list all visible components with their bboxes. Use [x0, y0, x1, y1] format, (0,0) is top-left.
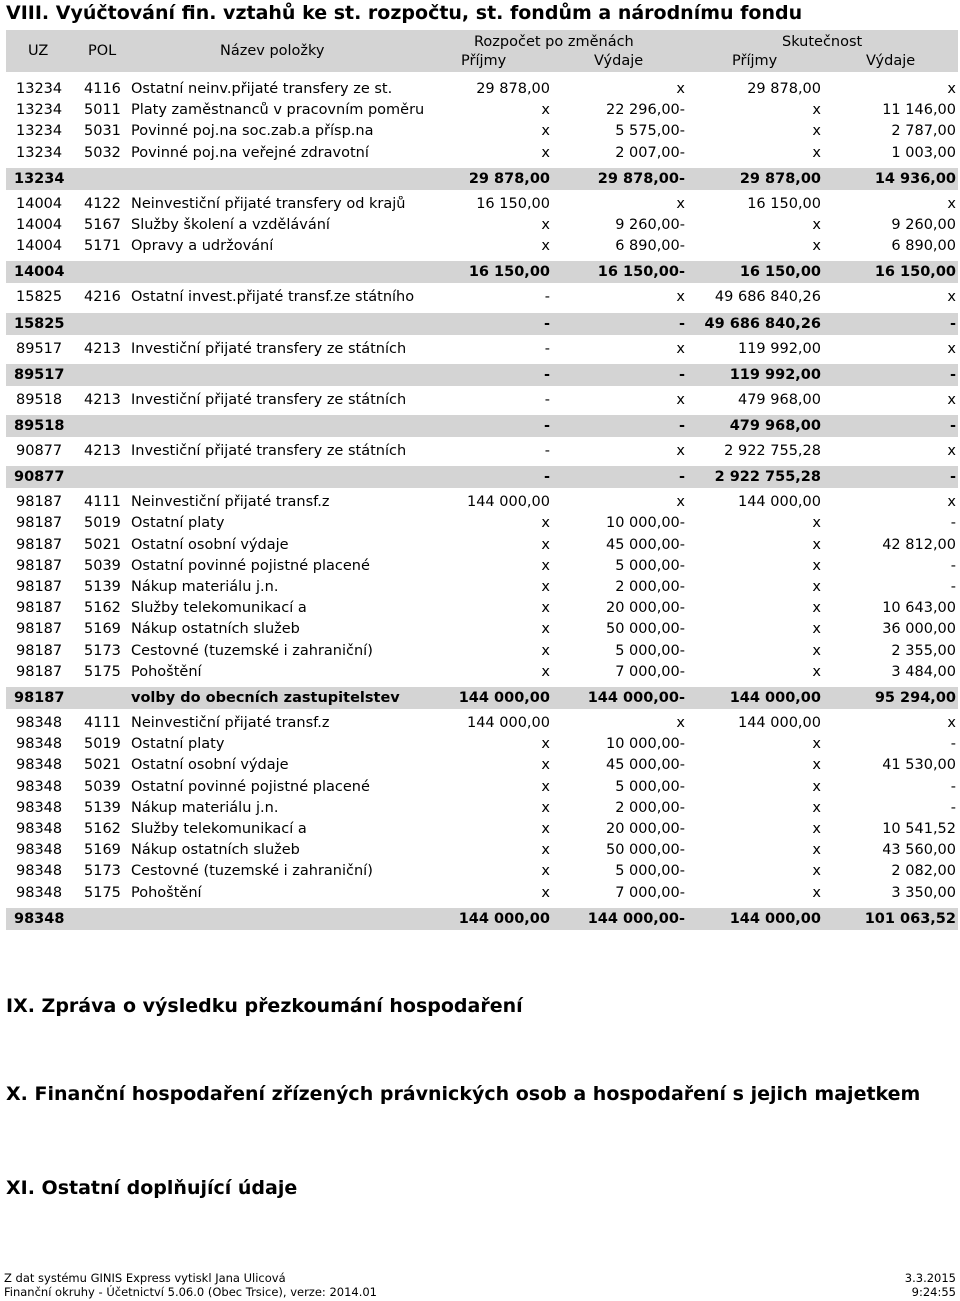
- cell-rozpocet-prijmy: x: [541, 663, 550, 680]
- cell-skutecnost-vydaje: 14 936,00: [874, 170, 956, 187]
- cell-name: Ostatní platy: [131, 736, 225, 753]
- cell-skutecnost-vydaje: -: [950, 579, 956, 595]
- cell-skutecnost-prijmy: x: [812, 621, 821, 638]
- cell-rozpocet-vydaje: 16 150,00-: [597, 264, 685, 281]
- cell-pol: 4213: [84, 391, 121, 408]
- footer-system-version: Finanční okruhy - Účetnictví 5.06.0 (Obec Trsice), verze: 2014.01: [4, 1285, 377, 1299]
- table-row: [6, 121, 958, 143]
- cell-name: Služby telekomunikací a: [131, 600, 307, 617]
- cell-skutecnost-prijmy: 29 878,00: [739, 170, 821, 187]
- cell-rozpocet-vydaje: 10 000,00-: [605, 736, 685, 753]
- cell-uz: 98187: [16, 579, 63, 595]
- header-rozpocet-prijmy: Příjmy: [461, 53, 507, 69]
- cell-rozpocet-prijmy: -: [544, 443, 550, 459]
- cell-pol: 5032: [84, 144, 121, 161]
- cell-rozpocet-vydaje: -: [678, 418, 685, 434]
- cell-uz: 98348: [16, 842, 63, 859]
- cell-name: Pohoštění: [131, 884, 202, 901]
- cell-uz: 13234: [16, 81, 63, 97]
- table-sum-row: [6, 466, 958, 488]
- table-row: [6, 215, 958, 237]
- cell-name: Povinné poj.na veřejné zdravotní: [131, 144, 369, 161]
- cell-name: Pohoštění: [131, 663, 202, 680]
- cell-skutecnost-prijmy: x: [812, 536, 821, 553]
- cell-skutecnost-prijmy: 144 000,00: [737, 494, 821, 511]
- table-row: [6, 492, 958, 514]
- cell-skutecnost-vydaje: -: [950, 736, 956, 753]
- cell-rozpocet-prijmy: x: [541, 217, 550, 233]
- table-row: [6, 143, 958, 165]
- cell-skutecnost-prijmy: 29 878,00: [747, 81, 821, 97]
- cell-rozpocet-vydaje: 5 000,00-: [615, 557, 685, 574]
- cell-rozpocet-vydaje: x: [676, 443, 685, 459]
- cell-rozpocet-vydaje: -: [678, 315, 685, 332]
- cell-skutecnost-vydaje: 36 000,00: [882, 621, 956, 638]
- cell-rozpocet-prijmy: -: [544, 340, 550, 357]
- cell-pol: 5021: [84, 757, 121, 774]
- cell-rozpocet-prijmy: x: [541, 515, 550, 532]
- cell-rozpocet-vydaje: 9 260,00-: [615, 217, 685, 233]
- table-sum-row: [6, 364, 958, 386]
- cell-skutecnost-prijmy: x: [812, 144, 821, 161]
- cell-uz: 98348: [16, 757, 63, 774]
- cell-pol: 5039: [84, 778, 121, 795]
- cell-skutecnost-vydaje: -: [949, 418, 956, 434]
- cell-skutecnost-vydaje: x: [947, 391, 956, 408]
- cell-skutecnost-vydaje: 95 294,00: [874, 690, 956, 706]
- cell-skutecnost-prijmy: x: [812, 663, 821, 680]
- cell-uz: 13234: [16, 144, 63, 161]
- cell-rozpocet-vydaje: 50 000,00-: [605, 842, 685, 859]
- section-title-viii: VIII. Vyúčtování fin. vztahů ke st. rozpočtu, st. fondům a národnímu fondu: [6, 2, 803, 24]
- table-row: [6, 755, 958, 777]
- cell-skutecnost-vydaje: 6 890,00: [891, 238, 956, 255]
- cell-rozpocet-prijmy: x: [541, 799, 550, 816]
- cell-uz: 90877: [16, 443, 63, 459]
- cell-uz: 98187: [16, 536, 63, 553]
- cell-pol: 5175: [84, 884, 121, 901]
- cell-pol: 5019: [84, 736, 121, 753]
- cell-rozpocet-prijmy: -: [543, 469, 550, 486]
- cell-skutecnost-prijmy: x: [812, 642, 821, 659]
- cell-skutecnost-prijmy: x: [812, 799, 821, 816]
- cell-rozpocet-prijmy: 29 878,00: [468, 170, 550, 187]
- cell-skutecnost-prijmy: x: [812, 821, 821, 837]
- section-title-x: X. Finanční hospodaření zřízených právnických osob a hospodaření s jejich majetkem: [6, 1083, 921, 1105]
- cell-rozpocet-vydaje: 7 000,00-: [615, 663, 685, 680]
- cell-rozpocet-vydaje: 6 890,00-: [615, 238, 685, 255]
- cell-rozpocet-vydaje: 144 000,00-: [587, 910, 685, 927]
- table-row: [6, 513, 958, 535]
- cell-rozpocet-prijmy: x: [541, 642, 550, 659]
- cell-rozpocet-vydaje: 22 296,00-: [605, 102, 685, 119]
- cell-name: Neinvestiční přijaté transf.z: [131, 494, 330, 511]
- cell-uz: 98187: [16, 621, 63, 638]
- table-row: [6, 713, 958, 735]
- table-row: [6, 390, 958, 412]
- cell-skutecnost-vydaje: -: [950, 557, 956, 574]
- table-row: [6, 100, 958, 122]
- cell-pol: 4213: [84, 443, 121, 459]
- table-row: [6, 236, 958, 258]
- cell-rozpocet-vydaje: x: [676, 715, 685, 731]
- cell-name: Nákup ostatních služeb: [131, 842, 300, 859]
- cell-rozpocet-vydaje: 2 007,00-: [615, 144, 685, 161]
- table-row: [6, 734, 958, 756]
- cell-skutecnost-vydaje: 3 484,00: [891, 663, 956, 680]
- cell-rozpocet-prijmy: x: [541, 123, 550, 140]
- cell-uz: 14004: [16, 217, 63, 233]
- cell-pol: 5173: [84, 642, 121, 659]
- cell-name: Ostatní povinné pojistné placené: [131, 557, 370, 574]
- cell-rozpocet-prijmy: x: [541, 884, 550, 901]
- cell-pol: 5031: [84, 123, 121, 140]
- cell-skutecnost-prijmy: x: [812, 123, 821, 140]
- cell-pol: 5169: [84, 842, 121, 859]
- cell-uz: 89517: [14, 366, 65, 383]
- cell-rozpocet-prijmy: x: [541, 863, 550, 880]
- cell-pol: 5019: [84, 515, 121, 532]
- cell-rozpocet-vydaje: x: [676, 494, 685, 511]
- table-sum-row: [6, 168, 958, 190]
- cell-pol: 5169: [84, 621, 121, 638]
- cell-pol: 5167: [84, 217, 121, 233]
- cell-pol: 4116: [84, 81, 121, 97]
- cell-uz: 98348: [16, 863, 63, 880]
- table-sum-row: [6, 313, 958, 335]
- table-row: [6, 194, 958, 216]
- cell-rozpocet-vydaje: 144 000,00-: [587, 690, 685, 706]
- cell-rozpocet-vydaje: x: [676, 195, 685, 212]
- cell-rozpocet-vydaje: 5 000,00-: [615, 778, 685, 795]
- cell-name: Služby telekomunikací a: [131, 821, 307, 837]
- cell-skutecnost-vydaje: x: [947, 494, 956, 511]
- cell-uz: 98348: [14, 910, 65, 927]
- cell-skutecnost-vydaje: 2 355,00: [891, 642, 956, 659]
- cell-rozpocet-prijmy: x: [541, 778, 550, 795]
- cell-skutecnost-vydaje: 101 063,52: [864, 910, 956, 927]
- cell-skutecnost-vydaje: x: [947, 195, 956, 212]
- cell-pol: 4216: [84, 289, 121, 306]
- cell-rozpocet-vydaje: 2 000,00-: [615, 579, 685, 595]
- cell-skutecnost-vydaje: 43 560,00: [882, 842, 956, 859]
- cell-skutecnost-vydaje: 16 150,00: [874, 264, 956, 281]
- cell-uz: 98348: [16, 736, 63, 753]
- cell-rozpocet-prijmy: 16 150,00: [468, 264, 550, 281]
- cell-skutecnost-vydaje: 9 260,00: [891, 217, 956, 233]
- cell-uz: 98187: [16, 600, 63, 617]
- cell-rozpocet-prijmy: -: [544, 391, 550, 408]
- cell-name: Povinné poj.na soc.zab.a přísp.na: [131, 123, 374, 140]
- cell-name: Platy zaměstnanců v pracovním poměru: [131, 102, 425, 119]
- section-title-ix: IX. Zpráva o výsledku přezkoumání hospodaření: [6, 995, 523, 1017]
- cell-skutecnost-prijmy: 144 000,00: [729, 690, 821, 706]
- cell-uz: 98348: [16, 799, 63, 816]
- cell-skutecnost-prijmy: x: [812, 515, 821, 532]
- table-sum-row: [6, 415, 958, 437]
- cell-uz: 98348: [16, 778, 63, 795]
- cell-pol: 4111: [84, 494, 121, 511]
- cell-skutecnost-prijmy: x: [812, 102, 821, 119]
- cell-skutecnost-vydaje: 2 082,00: [891, 863, 956, 880]
- cell-rozpocet-vydaje: -: [678, 366, 685, 383]
- cell-skutecnost-prijmy: 16 150,00: [739, 264, 821, 281]
- cell-skutecnost-prijmy: 119 992,00: [729, 366, 821, 383]
- cell-skutecnost-prijmy: 119 992,00: [737, 340, 821, 357]
- cell-skutecnost-vydaje: x: [947, 340, 956, 357]
- cell-skutecnost-prijmy: 144 000,00: [737, 715, 821, 731]
- footer-time: 9:24:55: [911, 1285, 956, 1299]
- cell-rozpocet-prijmy: 16 150,00: [476, 195, 550, 212]
- cell-rozpocet-vydaje: x: [676, 391, 685, 408]
- cell-uz: 14004: [14, 264, 65, 281]
- cell-rozpocet-vydaje: x: [676, 81, 685, 97]
- cell-skutecnost-prijmy: x: [812, 842, 821, 859]
- cell-name: Investiční přijaté transfery ze státních: [131, 443, 407, 459]
- cell-rozpocet-prijmy: x: [541, 102, 550, 119]
- table-row: [6, 883, 958, 905]
- table-row: [6, 79, 958, 101]
- cell-rozpocet-vydaje: 45 000,00-: [605, 536, 685, 553]
- cell-name: Ostatní neinv.přijaté transfery ze st.: [131, 81, 393, 97]
- cell-rozpocet-prijmy: x: [541, 557, 550, 574]
- cell-uz: 14004: [16, 195, 63, 212]
- cell-rozpocet-prijmy: x: [541, 238, 550, 255]
- cell-rozpocet-vydaje: 5 000,00-: [615, 863, 685, 880]
- table-row: [6, 777, 958, 799]
- cell-rozpocet-vydaje: 10 000,00-: [605, 515, 685, 532]
- cell-pol: 5175: [84, 663, 121, 680]
- cell-pol: 5162: [84, 600, 121, 617]
- cell-rozpocet-vydaje: 7 000,00-: [615, 884, 685, 901]
- cell-rozpocet-prijmy: 29 878,00: [476, 81, 550, 97]
- cell-skutecnost-prijmy: x: [812, 778, 821, 795]
- table-row: [6, 441, 958, 463]
- cell-skutecnost-vydaje: x: [947, 81, 956, 97]
- cell-pol: 4213: [84, 340, 121, 357]
- cell-pol: 4111: [84, 715, 121, 731]
- cell-rozpocet-prijmy: -: [543, 366, 550, 383]
- footer-printed-by: Z dat systému GINIS Express vytiskl Jana Ulicová: [4, 1271, 286, 1285]
- cell-rozpocet-prijmy: x: [541, 536, 550, 553]
- cell-name: Neinvestiční přijaté transf.z: [131, 715, 330, 731]
- cell-skutecnost-vydaje: -: [950, 515, 956, 532]
- cell-skutecnost-vydaje: -: [950, 778, 956, 795]
- cell-skutecnost-prijmy: x: [812, 579, 821, 595]
- cell-rozpocet-prijmy: x: [541, 579, 550, 595]
- table-row: [6, 662, 958, 684]
- cell-skutecnost-prijmy: 49 686 840,26: [704, 315, 821, 332]
- table-row: [6, 535, 958, 557]
- cell-skutecnost-prijmy: 2 922 755,28: [724, 443, 821, 459]
- cell-uz: 89518: [14, 418, 65, 434]
- cell-skutecnost-prijmy: x: [812, 217, 821, 233]
- cell-rozpocet-prijmy: -: [543, 418, 550, 434]
- table-row: [6, 641, 958, 663]
- cell-name: Investiční přijaté transfery ze státních: [131, 340, 407, 357]
- cell-skutecnost-prijmy: x: [812, 238, 821, 255]
- cell-rozpocet-vydaje: 2 000,00-: [615, 799, 685, 816]
- cell-skutecnost-prijmy: x: [812, 557, 821, 574]
- cell-rozpocet-prijmy: x: [541, 144, 550, 161]
- cell-skutecnost-vydaje: 42 812,00: [882, 536, 956, 553]
- cell-skutecnost-vydaje: -: [949, 469, 956, 486]
- cell-uz: 98187: [16, 557, 63, 574]
- cell-rozpocet-prijmy: 144 000,00: [458, 690, 550, 706]
- cell-skutecnost-vydaje: x: [947, 289, 956, 306]
- cell-skutecnost-vydaje: 11 146,00: [882, 102, 956, 119]
- cell-rozpocet-vydaje: 20 000,00-: [605, 600, 685, 617]
- table-row: [6, 861, 958, 883]
- table-row: [6, 798, 958, 820]
- table-row: [6, 339, 958, 361]
- footer-date: 3.3.2015: [904, 1271, 956, 1285]
- cell-name: Nákup materiálu j.n.: [131, 579, 279, 595]
- cell-skutecnost-vydaje: 10 541,52: [882, 821, 956, 837]
- cell-rozpocet-vydaje: -: [678, 469, 685, 486]
- cell-rozpocet-vydaje: 5 575,00-: [615, 123, 685, 140]
- header-nazev: Název položky: [220, 43, 325, 59]
- cell-rozpocet-prijmy: -: [543, 315, 550, 332]
- cell-name: Nákup ostatních služeb: [131, 621, 300, 638]
- cell-rozpocet-prijmy: x: [541, 821, 550, 837]
- cell-skutecnost-vydaje: -: [949, 315, 956, 332]
- table-row: [6, 287, 958, 309]
- cell-skutecnost-vydaje: -: [949, 366, 956, 383]
- cell-pol: 5021: [84, 536, 121, 553]
- cell-skutecnost-prijmy: 2 922 755,28: [714, 469, 821, 486]
- cell-uz: 89518: [16, 391, 63, 408]
- cell-skutecnost-prijmy: x: [812, 757, 821, 774]
- cell-skutecnost-vydaje: x: [947, 443, 956, 459]
- cell-name: Nákup materiálu j.n.: [131, 799, 279, 816]
- cell-skutecnost-vydaje: 1 003,00: [891, 144, 956, 161]
- cell-uz: 98348: [16, 821, 63, 837]
- cell-name: Ostatní povinné pojistné placené: [131, 778, 370, 795]
- cell-uz: 15825: [16, 289, 63, 306]
- cell-name: Ostatní osobní výdaje: [131, 757, 289, 774]
- cell-rozpocet-prijmy: x: [541, 621, 550, 638]
- cell-skutecnost-vydaje: 10 643,00: [882, 600, 956, 617]
- cell-uz: 90877: [14, 469, 65, 486]
- table-row: [6, 598, 958, 620]
- section-title-xi: XI. Ostatní doplňující údaje: [6, 1177, 298, 1199]
- cell-uz: 13234: [16, 123, 63, 140]
- cell-uz: 14004: [16, 238, 63, 255]
- cell-rozpocet-vydaje: 50 000,00-: [605, 621, 685, 638]
- header-rozpocet: Rozpočet po změnách: [474, 34, 634, 50]
- cell-rozpocet-vydaje: 5 000,00-: [615, 642, 685, 659]
- cell-rozpocet-prijmy: 144 000,00: [458, 910, 550, 927]
- table-sum-row: [6, 261, 958, 283]
- header-skutecnost-vydaje: Výdaje: [866, 53, 916, 69]
- header-skutecnost-prijmy: Příjmy: [732, 53, 778, 69]
- cell-name: volby do obecních zastupitelstev: [131, 690, 400, 706]
- cell-uz: 13234: [14, 170, 65, 187]
- cell-uz: 98348: [16, 715, 63, 731]
- cell-skutecnost-vydaje: x: [947, 715, 956, 731]
- cell-skutecnost-prijmy: 479 968,00: [729, 418, 821, 434]
- cell-name: Služby školení a vzdělávání: [131, 217, 330, 233]
- cell-pol: 5139: [84, 579, 121, 595]
- cell-pol: 4122: [84, 195, 121, 212]
- table-sum-row: [6, 908, 958, 930]
- cell-name: Cestovné (tuzemské i zahraniční): [131, 863, 373, 880]
- cell-uz: 89517: [16, 340, 63, 357]
- cell-rozpocet-prijmy: x: [541, 757, 550, 774]
- cell-uz: 98187: [16, 494, 63, 511]
- cell-skutecnost-vydaje: 3 350,00: [891, 884, 956, 901]
- cell-rozpocet-vydaje: 20 000,00-: [605, 821, 685, 837]
- cell-skutecnost-prijmy: x: [812, 600, 821, 617]
- cell-name: Ostatní invest.přijaté transf.ze státního: [131, 289, 415, 306]
- cell-uz: 98187: [16, 642, 63, 659]
- cell-skutecnost-prijmy: x: [812, 863, 821, 880]
- cell-pol: 5162: [84, 821, 121, 837]
- cell-pol: 5011: [84, 102, 121, 119]
- header-skutecnost: Skutečnost: [782, 34, 863, 50]
- cell-rozpocet-vydaje: x: [676, 289, 685, 306]
- cell-uz: 15825: [14, 315, 65, 332]
- cell-rozpocet-prijmy: x: [541, 842, 550, 859]
- cell-uz: 98187: [14, 690, 65, 706]
- table-row: [6, 556, 958, 578]
- cell-skutecnost-prijmy: 49 686 840,26: [714, 289, 821, 306]
- cell-rozpocet-prijmy: x: [541, 600, 550, 617]
- table-row: [6, 619, 958, 641]
- header-uz: UZ: [28, 43, 49, 59]
- cell-uz: 98187: [16, 663, 63, 680]
- cell-skutecnost-prijmy: x: [812, 736, 821, 753]
- cell-rozpocet-prijmy: -: [544, 289, 550, 306]
- cell-uz: 98187: [16, 515, 63, 532]
- cell-skutecnost-prijmy: 479 968,00: [737, 391, 821, 408]
- cell-skutecnost-prijmy: 144 000,00: [729, 910, 821, 927]
- cell-skutecnost-prijmy: 16 150,00: [747, 195, 821, 212]
- cell-name: Opravy a udržování: [131, 238, 274, 255]
- cell-rozpocet-vydaje: 29 878,00-: [597, 170, 685, 187]
- cell-skutecnost-vydaje: -: [950, 799, 956, 816]
- cell-rozpocet-prijmy: 144 000,00: [466, 494, 550, 511]
- cell-rozpocet-vydaje: 45 000,00-: [605, 757, 685, 774]
- cell-uz: 13234: [16, 102, 63, 119]
- cell-uz: 98348: [16, 884, 63, 901]
- cell-name: Investiční přijaté transfery ze státních: [131, 391, 407, 408]
- cell-name: Cestovné (tuzemské i zahraniční): [131, 642, 373, 659]
- cell-rozpocet-prijmy: x: [541, 736, 550, 753]
- cell-pol: 5039: [84, 557, 121, 574]
- cell-skutecnost-vydaje: 2 787,00: [891, 123, 956, 140]
- cell-skutecnost-vydaje: 41 530,00: [882, 757, 956, 774]
- cell-skutecnost-prijmy: x: [812, 884, 821, 901]
- table-row: [6, 819, 958, 841]
- table-row: [6, 840, 958, 862]
- table-sum-row: [6, 687, 958, 709]
- header-rozpocet-vydaje: Výdaje: [594, 53, 644, 69]
- table-row: [6, 577, 958, 599]
- header-pol: POL: [88, 43, 117, 59]
- cell-rozpocet-vydaje: x: [676, 340, 685, 357]
- cell-name: Ostatní osobní výdaje: [131, 536, 289, 553]
- cell-name: Ostatní platy: [131, 515, 225, 532]
- cell-pol: 5173: [84, 863, 121, 880]
- cell-rozpocet-prijmy: 144 000,00: [466, 715, 550, 731]
- cell-pol: 5139: [84, 799, 121, 816]
- cell-name: Neinvestiční přijaté transfery od krajů: [131, 195, 406, 212]
- cell-pol: 5171: [84, 238, 121, 255]
